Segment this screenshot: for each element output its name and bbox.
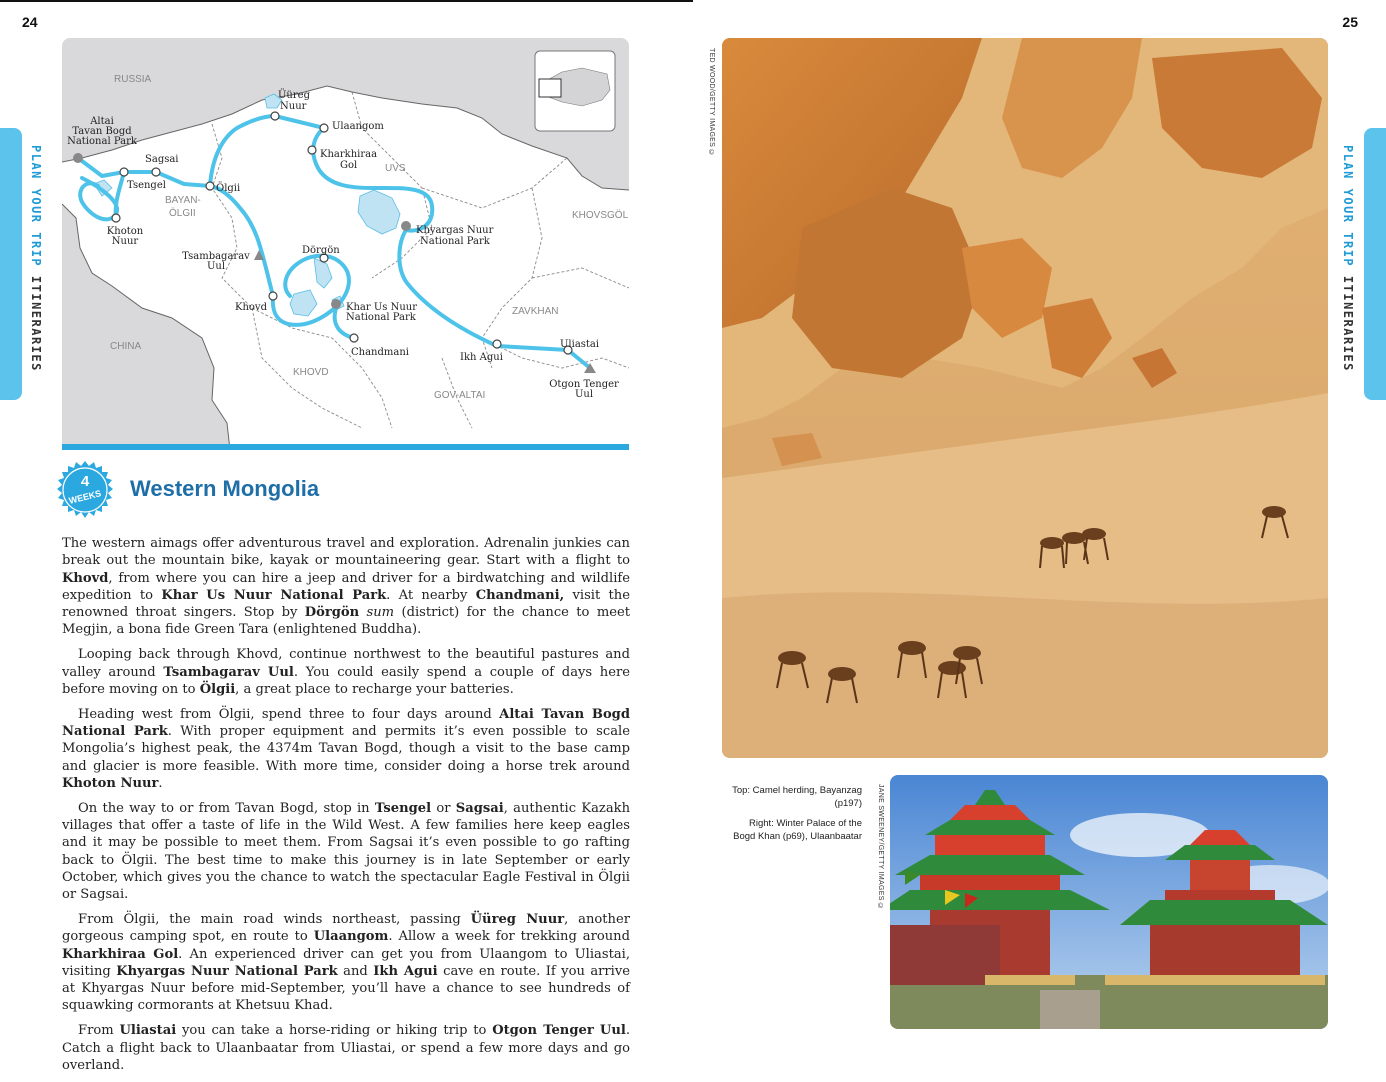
side-tab-left [0, 128, 22, 400]
map-label-uureg-1: Üüreg [278, 90, 310, 101]
map-label-tsengel: Tsengel [127, 180, 166, 191]
paragraph-6: From Uliastai you can take a horse-riding or hiking trip to Otgon Tenger Uul. Catch a flight back to Ulaanbaatar from Uliastai, or spend a few more days and go overland. [62, 1023, 630, 1073]
map-region-khovd: KHOVD [293, 367, 329, 378]
paragraph-4: On the way to or from Tavan Bogd, stop in Tsengel or Sagsai, authentic Kazakh villages that offer a taste of life in the Wild West. A few families here keep eagles and it may be possible to meet them. From Sagsai it’s even possible to go rafting back to Ölgii. The best time to make this journey is in late September or early October, which gives you the chance to watch the spectacular Eagle Festival in Ölgii or Sagsai. [62, 800, 630, 903]
duration-badge [55, 460, 115, 520]
paragraph-1: The western aimags offer adventurous travel and exploration. Adrenalin junkies can break out the mountain bike, kayak or mountaineering gear. Start with a flight to Khovd, from where you can hire a jeep and driver for a birdwatching and wildlife expedition to Khar Us Nuur National Park. At nearby Chandmani, visit the renowned throat singers. Stop by Dörgön sum (district) for the chance to meet Megjin, a bona fide Green Tara (enlightened Buddha). [62, 536, 630, 638]
photo-credit-bottom: JANE SWEENEY/GETTY IMAGES © [877, 784, 884, 911]
side-label-left [29, 145, 43, 372]
badge-unit: WEEKS [67, 488, 103, 506]
map-region-russia: RUSSIA [114, 74, 152, 85]
badge-number: 4 [80, 473, 90, 490]
article-title: Western Mongolia [130, 476, 320, 501]
photo-credit-top: TED WOOD/GETTY IMAGES © [708, 48, 715, 157]
map-label-otgon-1: Otgon Tenger [549, 379, 619, 390]
map-region-gov-altai: GOV-ALTAI [434, 390, 486, 401]
map-region-zavkhan: ZAVKHAN [512, 306, 559, 317]
route-map [62, 38, 629, 450]
map-region-khovsgol: KHOVSGÖL [572, 210, 629, 221]
map-label-kharus-2: National Park [346, 312, 416, 323]
map-label-khyargas-1: Khyargas Nuur [416, 225, 494, 236]
map-label-kharkhiraa-1: Kharkhiraa [320, 149, 378, 160]
side-label-section: ITINERARIES [29, 275, 43, 372]
side-label-section-right: ITINERARIES [1341, 275, 1355, 372]
page-number-left: 24 [22, 14, 38, 30]
map-region-olgii: ÖLGII [169, 208, 196, 219]
article-body [62, 535, 630, 1082]
map-label-khyargas-2: National Park [420, 236, 490, 247]
paragraph-3: Heading west from Ölgii, spend three to four days around Altai Tavan Bogd National Park. With proper equipment and permits it’s even possible to scale Mongolia’s highest peak, the 4374m Tavan Bogd, though a visit to the base camp and glacier is more feasible. With more time, consider doing a horse trek around Khoton Nuur. [62, 706, 630, 791]
map-label-kharkhiraa-2: Gol [340, 160, 358, 171]
photo-camel-herding [722, 38, 1328, 758]
caption-right: Right: Winter Palace of the Bogd Khan (p69), Ulaanbaatar [733, 818, 862, 842]
map-region-bayan: BAYAN- [165, 195, 201, 206]
map-label-khoton-2: Nuur [111, 236, 139, 247]
map-label-tsambagarav-1: Tsambagarav [182, 251, 250, 262]
map-label-kharus-1: Khar Us Nuur [346, 302, 417, 313]
side-label-plan-right: PLAN YOUR TRIP [1341, 145, 1355, 268]
map-label-khoton-1: Khoton [106, 226, 144, 237]
page-number-right: 25 [1342, 14, 1358, 30]
map-label-ikh-agui: Ikh Agui [460, 352, 503, 363]
map-label-sagsai: Sagsai [145, 154, 179, 165]
map-region-china: CHINA [110, 341, 142, 352]
map-region-uvs: UVS [385, 163, 406, 174]
map-label-ulaangom: Ulaangom [332, 121, 384, 132]
map-label-uureg-2: Nuur [280, 101, 307, 112]
side-label-right [1341, 145, 1355, 372]
map-label-otgon-2: Uul [574, 389, 594, 400]
side-tab-right [1364, 128, 1386, 400]
map-label-altai-1: Altai [90, 116, 114, 127]
map-label-olgii: Ölgii [216, 183, 241, 194]
top-rule [0, 0, 693, 2]
photo-winter-palace [890, 775, 1328, 1029]
map-label-tsambagarav-2: Uul [206, 261, 226, 272]
paragraph-5: From Ölgii, the main road winds northeast, passing Üüreg Nuur, another gorgeous camping spot, en route to Ulaangom. Allow a week for trekking around Kharkhiraa Gol. An experienced driver can get you from Ulaangom to Uliastai, visiting Khyargas Nuur National Park and Ikh Agui cave en route. If you arrive at Khyargas Nuur before mid-September, you’ll have a chance to see hundreds of squawking cormorants at Khetsuu Khad. [62, 911, 630, 1014]
paragraph-2: Looping back through Khovd, continue northwest to the beautiful pastures and valley around Tsambagarav Uul. You could easily spend a couple of days here before moving on to Ölgii, a great place to recharge your batteries. [62, 647, 630, 697]
caption-top: Top: Camel herding, Bayanzag (p197) [732, 785, 862, 809]
map-label-dorgon: Dörgön [302, 245, 340, 256]
side-label-plan: PLAN YOUR TRIP [29, 145, 43, 268]
map-label-altai-3: National Park [67, 136, 137, 147]
map-label-chandmani: Chandmani [351, 347, 409, 358]
map-label-uliastai: Uliastai [560, 339, 600, 350]
map-label-khovd: Khovd [235, 302, 267, 313]
map-label-altai-2: Tavan Bogd [72, 126, 132, 137]
